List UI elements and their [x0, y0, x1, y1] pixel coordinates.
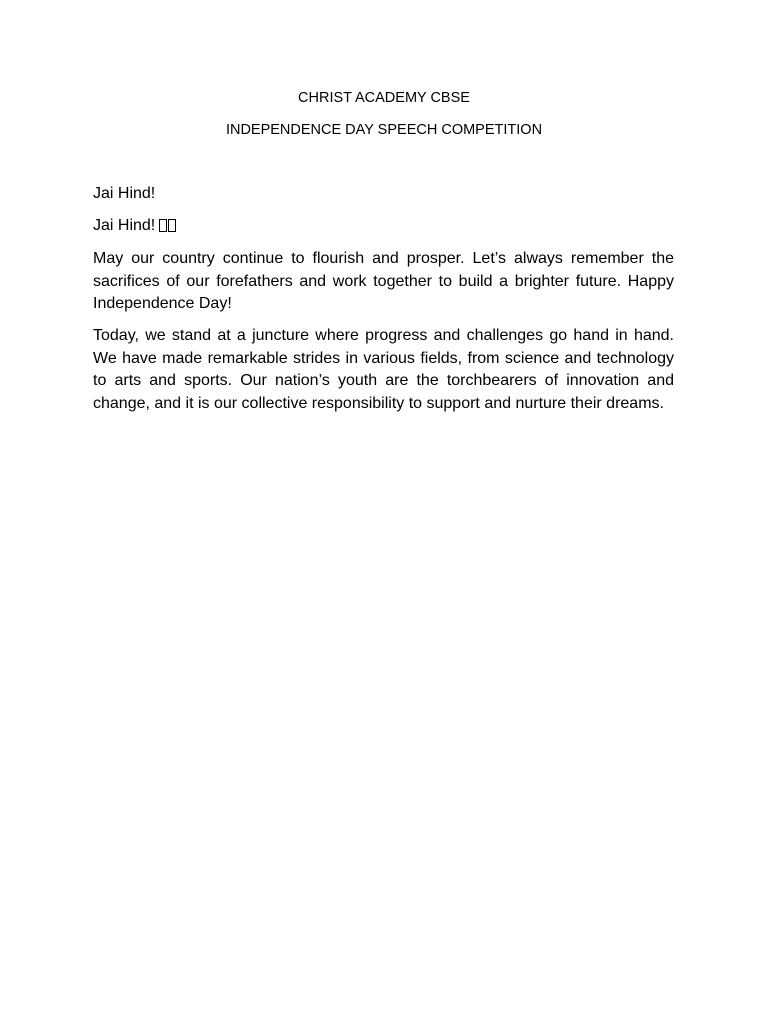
missing-glyph-group: [158, 217, 176, 234]
paragraph-2: Today, we stand at a juncture where progress and challenges go hand in hand. We have made remarkable strides in various fields, from science and technology to arts and sports. Our nation’s youth are the torchbearers of innovation and change, and it is our collective responsibility to support and nurture their dreams.: [93, 327, 674, 412]
event-title-heading: INDEPENDENCE DAY SPEECH COMPETITION: [225, 122, 543, 138]
greeting-line-2-text: Jai Hind!: [93, 217, 156, 234]
missing-glyph-icon: [168, 219, 176, 232]
greeting-line-1: Jai Hind!: [93, 185, 156, 202]
paragraph-1: May our country continue to flourish and prosper. Let’s always remember the sacrifices of our forefathers and work together to build a brighter future. Happy Independence Day!: [93, 250, 674, 312]
greeting-line-2: [93, 215, 674, 238]
missing-glyph-icon: [159, 219, 167, 232]
school-name-heading: CHRIST ACADEMY CBSE: [298, 90, 470, 106]
